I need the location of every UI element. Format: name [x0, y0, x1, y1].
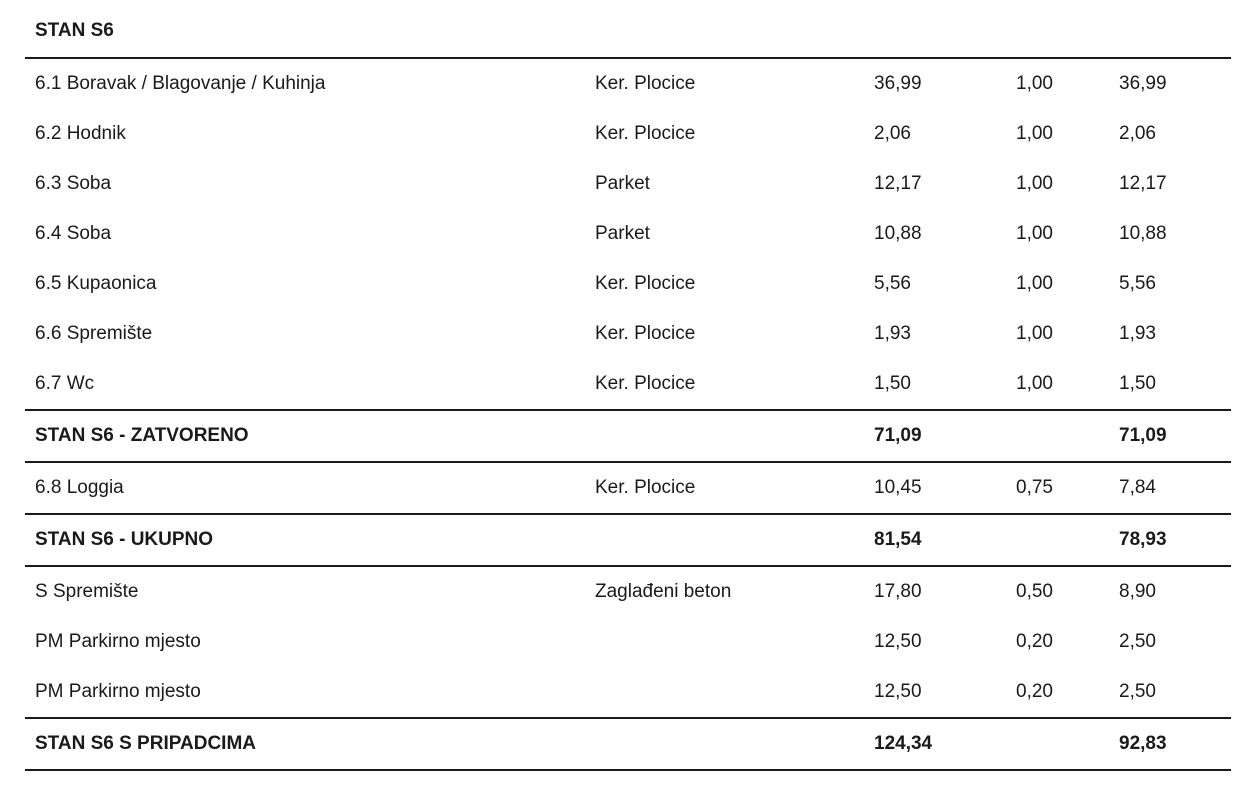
subtotal-row	[25, 411, 1231, 463]
subtotal-area: 81,54	[874, 529, 922, 550]
floor-type: Ker. Plocice	[595, 73, 696, 94]
net-area-value: 8,90	[1119, 581, 1156, 602]
room-name: 6.1 Boravak / Blagovanje / Kuhinja	[35, 73, 326, 94]
table-title: STAN S6	[35, 20, 114, 41]
coefficient-value: 0,75	[1016, 477, 1053, 498]
total-row	[25, 719, 1231, 771]
subtotal-net-area: 78,93	[1119, 529, 1167, 550]
area-value: 17,80	[874, 581, 922, 602]
coefficient-value: 1,00	[1016, 373, 1053, 394]
floor-type: Ker. Plocice	[595, 123, 696, 144]
floor-type: Ker. Plocice	[595, 273, 696, 294]
room-name: 6.4 Soba	[35, 223, 112, 244]
area-table	[25, 6, 1231, 771]
coefficient-value: 1,00	[1016, 323, 1053, 344]
table-row	[25, 463, 1231, 515]
coefficient-value: 1,00	[1016, 73, 1053, 94]
total-label: STAN S6 S PRIPADCIMA	[35, 733, 256, 754]
table-row	[25, 209, 1231, 259]
area-value: 12,50	[874, 631, 922, 652]
coefficient-value: 1,00	[1016, 273, 1053, 294]
room-name: 6.6 Spremište	[35, 323, 153, 344]
net-area-value: 10,88	[1119, 223, 1167, 244]
table-row	[25, 259, 1231, 309]
floor-type: Ker. Plocice	[595, 323, 696, 344]
area-value: 1,93	[874, 323, 911, 344]
room-name: 6.8 Loggia	[35, 477, 124, 498]
table-row	[25, 667, 1231, 719]
floor-type: Parket	[595, 223, 650, 244]
room-name: 6.2 Hodnik	[35, 123, 126, 144]
area-value: 1,50	[874, 373, 911, 394]
area-value: 12,50	[874, 681, 922, 702]
net-area-value: 7,84	[1119, 477, 1156, 498]
table-row	[25, 159, 1231, 209]
coefficient-value: 0,20	[1016, 681, 1053, 702]
room-name: PM Parkirno mjesto	[35, 631, 201, 652]
table-title-row	[25, 6, 1231, 59]
coefficient-value: 1,00	[1016, 223, 1053, 244]
room-name: 6.7 Wc	[35, 373, 95, 394]
table-row	[25, 567, 1231, 617]
area-value: 36,99	[874, 73, 922, 94]
floor-type: Ker. Plocice	[595, 477, 696, 498]
net-area-value: 5,56	[1119, 273, 1156, 294]
total-area: 124,34	[874, 733, 933, 754]
room-name: 6.3 Soba	[35, 173, 112, 194]
coefficient-value: 1,00	[1016, 123, 1053, 144]
floor-type: Ker. Plocice	[595, 373, 696, 394]
area-value: 12,17	[874, 173, 922, 194]
subtotal-row	[25, 515, 1231, 567]
net-area-value: 1,93	[1119, 323, 1156, 344]
table-row	[25, 309, 1231, 359]
subtotal-net-area: 71,09	[1119, 425, 1167, 446]
floor-type: Parket	[595, 173, 650, 194]
floor-type: Zaglađeni beton	[595, 581, 732, 602]
table-row	[25, 617, 1231, 667]
net-area-value: 2,50	[1119, 631, 1156, 652]
net-area-value: 2,50	[1119, 681, 1156, 702]
room-name: S Spremište	[35, 581, 139, 602]
table-row	[25, 109, 1231, 159]
net-area-value: 2,06	[1119, 123, 1156, 144]
subtotal-area: 71,09	[874, 425, 922, 446]
area-value: 2,06	[874, 123, 911, 144]
total-net-area: 92,83	[1119, 733, 1167, 754]
net-area-value: 36,99	[1119, 73, 1167, 94]
subtotal-label: STAN S6 - UKUPNO	[35, 529, 214, 550]
net-area-value: 1,50	[1119, 373, 1156, 394]
coefficient-value: 1,00	[1016, 173, 1053, 194]
subtotal-label: STAN S6 - ZATVORENO	[35, 425, 249, 446]
area-value: 10,45	[874, 477, 922, 498]
table-row	[25, 359, 1231, 411]
area-value: 5,56	[874, 273, 911, 294]
table-row	[25, 59, 1231, 109]
net-area-value: 12,17	[1119, 173, 1167, 194]
room-name: PM Parkirno mjesto	[35, 681, 201, 702]
coefficient-value: 0,50	[1016, 581, 1053, 602]
area-value: 10,88	[874, 223, 922, 244]
room-name: 6.5 Kupaonica	[35, 273, 157, 294]
coefficient-value: 0,20	[1016, 631, 1053, 652]
